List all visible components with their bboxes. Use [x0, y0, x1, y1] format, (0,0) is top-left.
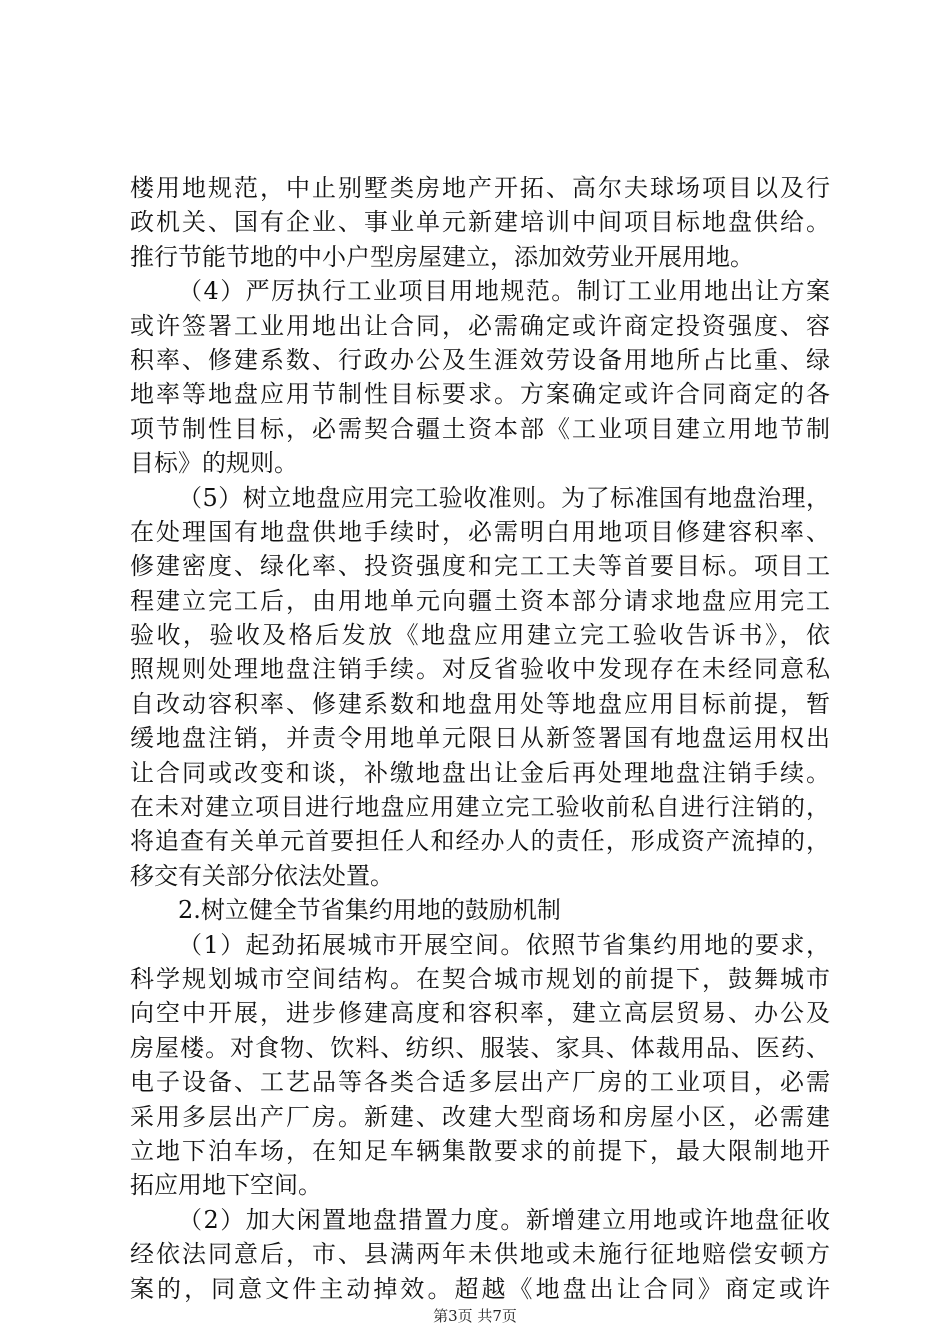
text-line: 案的，同意文件主动掉效。超越《地盘出让合同》商定或许: [130, 1274, 830, 1303]
text-line: 向空中开展，进步修建高度和容积率，建立高层贸易、办公及: [130, 999, 830, 1028]
text-line: 积率、修建系数、行政办公及生涯效劳设备用地所占比重、绿: [130, 345, 830, 374]
text-line: 电子设备、工艺品等各类合适多层出产厂房的工业项目，必需: [130, 1068, 830, 1097]
document-body: [130, 171, 830, 1306]
text-line: 在未对建立项目进行地盘应用建立完工验收前私自进行注销的，: [130, 793, 830, 822]
text-line: 项节制性目标，必需契合疆土资本部《工业项目建立用地节制: [130, 414, 830, 443]
text-line: 程建立完工后，由用地单元向疆土资本部分请求地盘应用完工: [130, 586, 830, 615]
text-line: （2）加大闲置地盘措置力度。新增建立用地或许地盘征收: [178, 1205, 830, 1234]
text-line: 让合同或改变和谈，补缴地盘出让金后再处理地盘注销手续。: [130, 758, 830, 787]
text-line: 修建密度、绿化率、投资强度和完工工夫等首要目标。项目工: [130, 552, 830, 581]
text-line: 目标》的规则。: [130, 449, 298, 478]
text-line: 2.树立健全节省集约用地的鼓励机制: [178, 896, 561, 925]
text-line: 推行节能节地的中小户型房屋建立，添加效劳业开展用地。: [130, 242, 754, 271]
page-footer: 第3页 共7页: [433, 1307, 517, 1325]
text-line: 房屋楼。对食物、饮料、纺织、服装、家具、体裁用品、医药、: [130, 1033, 830, 1062]
text-line: 将追查有关单元首要担任人和经办人的责任，形成资产流掉的，: [130, 827, 830, 856]
text-line: 缓地盘注销，并责令用地单元限日从新签署国有地盘运用权出: [130, 724, 830, 753]
text-line: 政机关、国有企业、事业单元新建培训中间项目标地盘供给。: [130, 208, 830, 237]
text-line: 在处理国有地盘供地手续时，必需明白用地项目修建容积率、: [130, 517, 830, 546]
text-line: 验收，验收及格后发放《地盘应用建立完工验收告诉书》，依: [130, 621, 830, 650]
text-line: （4）严厉执行工业项目用地规范。制订工业用地出让方案: [178, 277, 830, 306]
text-line: 经依法同意后，市、县满两年未供地或未施行征地赔偿安顿方: [130, 1240, 830, 1269]
text-line: 拓应用地下空间。: [130, 1171, 322, 1200]
text-line: 立地下泊车场，在知足车辆集散要求的前提下，最大限制地开: [130, 1136, 830, 1165]
text-line: （1）起劲拓展城市开展空间。依照节省集约用地的要求，: [178, 930, 830, 959]
text-line: 自改动容积率、修建系数和地盘用处等地盘应用目标前提，暂: [130, 689, 830, 718]
text-line: 照规则处理地盘注销手续。对反省验收中发现存在未经同意私: [130, 655, 830, 684]
text-line: （5）树立地盘应用完工验收准则。为了标准国有地盘治理，: [178, 483, 830, 512]
text-line: 移交有关部分依法处置。: [130, 861, 394, 890]
text-line: 采用多层出产厂房。新建、改建大型商场和房屋小区，必需建: [130, 1102, 830, 1131]
text-line: 或许签署工业用地出让合同，必需确定或许商定投资强度、容: [130, 311, 830, 340]
text-line: 楼用地规范，中止别墅类房地产开拓、高尔夫球场项目以及行: [130, 174, 830, 202]
text-line: 地率等地盘应用节制性目标要求。方案确定或许合同商定的各: [130, 380, 830, 409]
text-line: 科学规划城市空间结构。在契合城市规划的前提下，鼓舞城市: [130, 964, 830, 993]
